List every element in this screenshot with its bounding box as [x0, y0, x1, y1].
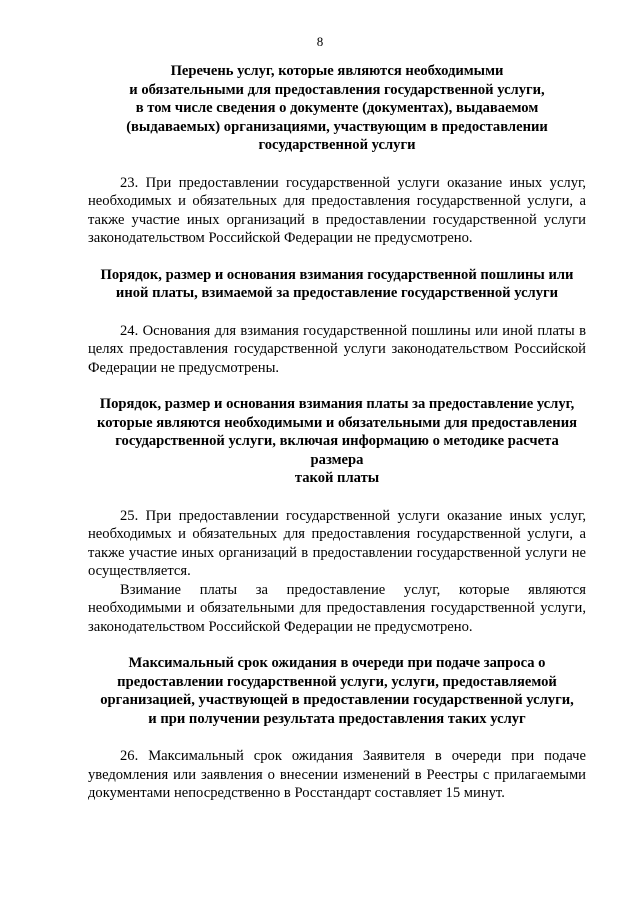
heading-line: (выдаваемых) организациями, участвующим в предоставлении [126, 118, 548, 135]
heading-line: Перечень услуг, которые являются необходимыми [170, 63, 504, 79]
section-heading-service-fee [88, 395, 586, 488]
page-number: 8 [316, 34, 324, 49]
heading-line: Максимальный срок ожидания в очереди при подаче запроса о [128, 655, 546, 671]
heading-line: такой платы [294, 470, 380, 486]
heading-line: и обязательными для предоставления государственной услуги, [129, 81, 545, 98]
heading-line: иной платы, взимаемой за предоставление государственной услуги [115, 285, 559, 301]
paragraph-23: 23. При предоставлении государственной услуги оказание иных услуг, необходимых и обязательных для предоставления государственной услуги, а также участие иных организаций в предоставлении государственной услуги законодательством Российской Федерации не предусмотрено. [88, 174, 586, 246]
document-body [88, 62, 586, 803]
heading-line: государственной услуги, включая информацию о методике расчета размера [115, 433, 559, 468]
paragraph-25: 25. При предоставлении государственной услуги оказание иных услуг, необходимых и обязательных для предоставления государственной услуги, а также участие иных организаций в предоставлении государственной услуги не осуществляется. [88, 507, 586, 579]
heading-line: и при получении результата предоставления таких услуг [148, 710, 526, 727]
heading-line: государственной услуги [258, 137, 416, 153]
paragraph-25-continued: Взимание платы за предоставление услуг, которые являются необходимыми и обязательными для предоставления государственной услуги, законодательством Российской Федерации не предусмотрено. [88, 581, 586, 635]
section-heading-queue-time [88, 654, 586, 728]
heading-line: предоставлении государственной услуги, услуги, предоставляемой [117, 673, 557, 690]
paragraph-24: 24. Основания для взимания государственной пошлины или иной платы в целях предоставления государственной услуги законодательством Российской Федерации не предусмотрены. [88, 322, 586, 376]
heading-line: в том числе сведения о документе (документах), выдаваемом [135, 100, 539, 116]
paragraph-26: 26. Максимальный срок ожидания Заявителя в очереди при подаче уведомления или заявления о внесении изменений в Реестры с прилагаемыми документами непосредственно в Росстандарт составляет 15 минут. [88, 748, 586, 801]
heading-line: Порядок, размер и основания взимания платы за предоставление услуг, [99, 396, 575, 412]
section-heading-required-services [88, 62, 586, 155]
heading-line: организацией, участвующей в предоставлении государственной услуги, [100, 692, 574, 708]
section-heading-state-fee [88, 266, 586, 303]
heading-line: которые являются необходимыми и обязательными для предоставления [97, 414, 577, 431]
heading-line: Порядок, размер и основания взимания государственной пошлины или [100, 266, 574, 283]
